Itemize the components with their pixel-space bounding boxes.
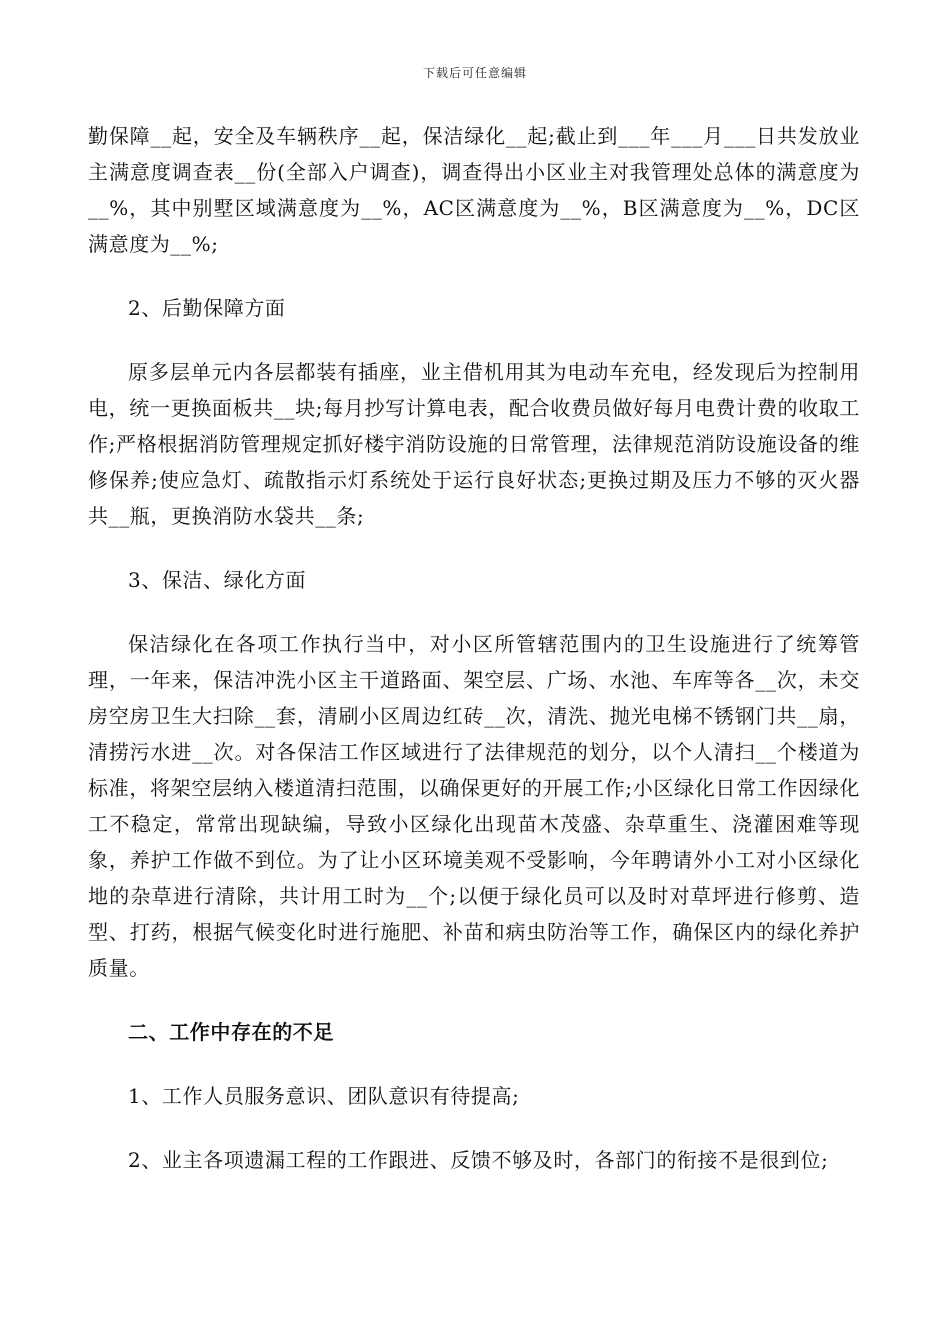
list-item-shortcoming-2: 2、业主各项遗漏工程的工作跟进、反馈不够及时，各部门的衔接不是很到位; <box>128 1148 829 1172</box>
page-header: 下载后可任意编辑 <box>422 66 527 80</box>
paragraph-logistics: 原多层单元内各层都装有插座，业主借机用其为电动车充电，经发现后为控制用电，统一更换面板共__块;每月抄写计算电表，配合收费员做好每月电费计费的收取工作;严格根据消防管理规定抓好楼宇消防设施的日常管理，法律规范消防设施设备的维修保养;使应急灯、疏散指示灯系统处于运行良好状态;更换过期及压力不够的灭火器共__瓶，更换消防水袋共__条; <box>88 360 860 528</box>
subheading-cleaning-greening: 3、保洁、绿化方面 <box>128 568 307 592</box>
list-item-shortcoming-1: 1、工作人员服务意识、团队意识有待提高; <box>128 1084 520 1108</box>
document-body <box>88 118 860 1178</box>
paragraph-continuation: 勤保障__起，安全及车辆秩序__起，保洁绿化__起;截止到___年___月___日共发放业主满意度调查表__份(全部入户调查)，调查得出小区业主对我管理处总体的满意度为__%，其中别墅区域满意度为__%，AC区满意度为__%，B区满意度为__%，DC区满意度为__%; <box>88 124 860 256</box>
section-heading-shortcomings: 二、工作中存在的不足 <box>128 1020 334 1044</box>
paragraph-cleaning-greening: 保洁绿化在各项工作执行当中，对小区所管辖范围内的卫生设施进行了统筹管理，一年来，保洁冲洗小区主干道路面、架空层、广场、水池、车库等各__次，未交房空房卫生大扫除__套，清刷小区周边红砖__次，清洗、抛光电梯不锈钢门共__扇，清捞污水进__次。对各保洁工作区域进行了法律规范的划分，以个人清扫__个楼道为标准，将架空层纳入楼道清扫范围，以确保更好的开展工作;小区绿化日常工作因绿化工不稳定，常常出现缺编，导致小区绿化出现苗木茂盛、杂草重生、浇灌困难等现象，养护工作做不到位。为了让小区环境美观不受影响，今年聘请外小工对小区绿化地的杂草进行清除，共计用工时为__个;以便于绿化员可以及时对草坪进行修剪、造型、打药，根据气候变化时进行施肥、补苗和病虫防治等工作，确保区内的绿化养护质量。 <box>88 632 860 980</box>
subheading-logistics: 2、后勤保障方面 <box>128 296 286 320</box>
